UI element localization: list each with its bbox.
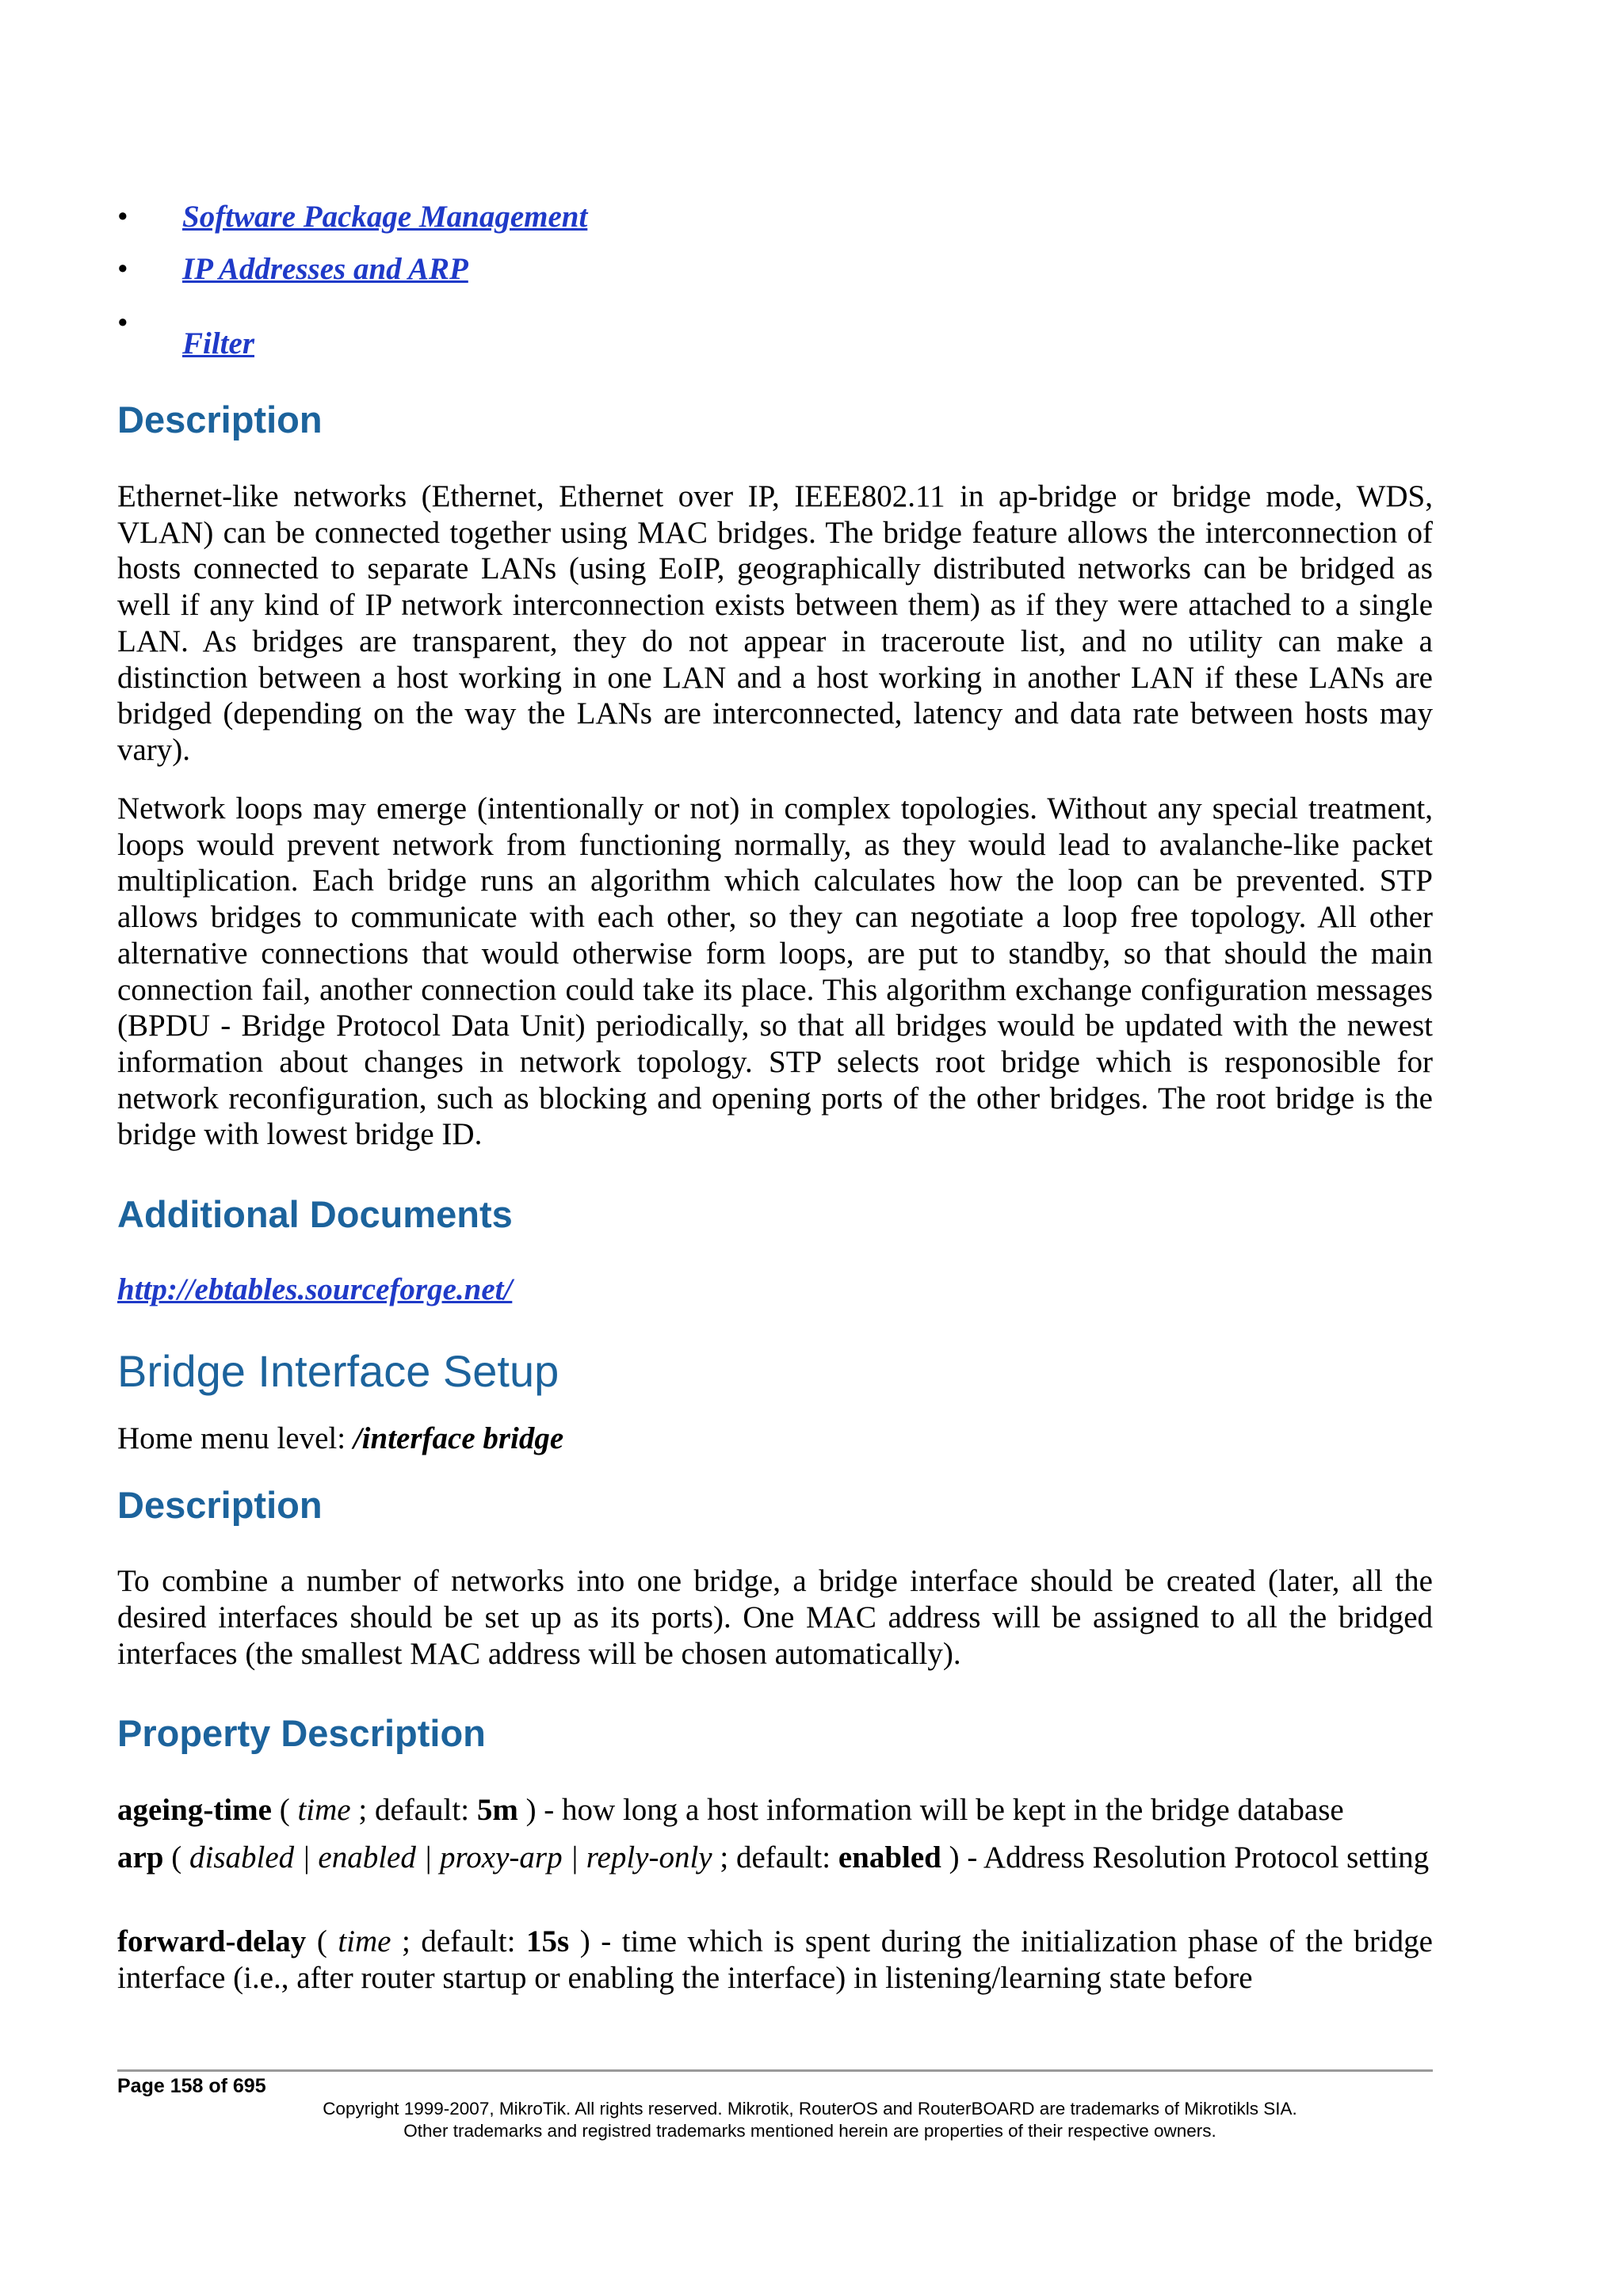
bullet-glyph: • [117, 252, 128, 286]
additional-documents-heading-block [117, 1192, 1433, 1237]
section-heading-additional-documents: Additional Documents [117, 1193, 513, 1235]
section-heading-description: Description [117, 1484, 323, 1526]
menu-level-line [117, 1420, 1433, 1458]
property-paren: ( [306, 1924, 338, 1958]
property-arp [117, 1840, 1433, 1876]
property-forward-delay [117, 1924, 1433, 1997]
property-desc: ) - time which is spent during the initialization phase of the bridge interface (i.e., after router startup or enabling the interface) in listening/learning state before [117, 1924, 1433, 1995]
ebtables-link[interactable]: http://ebtables.sourceforge.net/ [117, 1272, 513, 1306]
property-default-label: ; default: [350, 1793, 477, 1827]
bridge-description-paragraph: To combine a number of networks into one bridge, a bridge interface should be created (later, all the desired interfaces should be set up as its ports). One MAC address will be assigned to all the bridged interfaces (the smallest MAC address will be chosen automatically). [117, 1564, 1433, 1671]
list-item [117, 249, 1433, 301]
property-default: 5m [476, 1793, 518, 1827]
section-heading-description: Description [117, 399, 323, 441]
description-paragraph-2-block [117, 791, 1433, 1153]
footer-copyright-line: Copyright 1999-2007, MikroTik. All rights reserved. Mikrotik, RouterOS and RouterBOARD are trademarks of Mikrotikls SIA. [323, 2099, 1297, 2119]
property-name: ageing-time [117, 1793, 272, 1827]
bridge-setup-title-block [117, 1345, 1433, 1398]
property-type: time [338, 1924, 391, 1958]
bridge-description-block [117, 1563, 1433, 1672]
link-software-package-management[interactable]: Software Package Management [182, 200, 588, 234]
footer-page-number: Page 158 of 695 [117, 2075, 266, 2097]
property-name: arp [117, 1840, 164, 1875]
footer-copyright-line: Other trademarks and registred trademarks mentioned herein are properties of their respective owners. [403, 2121, 1216, 2141]
property-forward-delay-block [117, 1924, 1433, 1997]
property-name: forward-delay [117, 1924, 307, 1958]
property-default: 15s [526, 1924, 570, 1958]
property-default-label: ; default: [391, 1924, 526, 1958]
property-arp-block [117, 1840, 1433, 1876]
page-section-title: Bridge Interface Setup [117, 1346, 559, 1396]
section-heading-property-description: Property Description [117, 1712, 486, 1754]
link-ip-addresses-and-arp[interactable]: IP Addresses and ARP [182, 252, 468, 286]
bullet-glyph: • [117, 200, 128, 234]
list-item [117, 301, 1433, 360]
property-desc: ) - how long a host information will be kept in the bridge database [517, 1793, 1344, 1827]
property-heading-block [117, 1711, 1433, 1756]
description-paragraph: Network loops may emerge (intentionally or not) in complex topologies. Without any special treatment, loops would prevent network from functioning normally, as they would lead to avalanche-like packet multiplication. Each bridge runs an algorithm which calculates how the loop can be prevented. STP allows bridges to communicate with each other, so they can negotiate a loop free topology. All other alternative connections that would otherwise form loops, are put to standby, so that should the main connection fail, another connection could take its place. This algorithm exchange configuration messages (BPDU - Bridge Protocol Data Unit) periodically, so that all bridges would be updated with the newest information about changes in network topology. STP selects root bridge which is responosible for network reconfiguration, such as blocking and opening ports of the other bridges. The root bridge is the bridge with lowest bridge ID. [117, 791, 1433, 1152]
description-paragraph: Ethernet-like networks (Ethernet, Ethernet over IP, IEEE802.11 in ap-bridge or bridge mode, WDS, VLAN) can be connected together using MAC bridges. The bridge feature allows the interconnection of hosts connected to separate LANs (using EoIP, geographically distributed networks can be bridged as well if any kind of IP network interconnection exists between them) as if they were attached to a single LAN. As bridges are transparent, they do not appear in traceroute list, and no utility can make a distinction between a host working in one LAN and a host working in another LAN if these LANs are bridged (depending on the way the LANs are interconnected, latency and data rate between hosts may vary). [117, 479, 1433, 767]
property-type: disabled | enabled | proxy-arp | reply-only [189, 1840, 712, 1875]
property-paren: ( [271, 1793, 298, 1827]
menu-level-label: Home menu level: [117, 1421, 353, 1455]
link-filter[interactable]: Filter [182, 326, 255, 360]
bridge-description-heading-block [117, 1483, 1433, 1527]
menu-level-block [117, 1420, 1433, 1458]
menu-level-path: /interface bridge [353, 1421, 564, 1455]
property-type: time [297, 1793, 351, 1827]
description-paragraph-1-block [117, 479, 1433, 769]
property-ageing-time-block [117, 1792, 1433, 1829]
footer-copyright [117, 2098, 1503, 2142]
property-default-label: ; default: [712, 1840, 838, 1875]
bullet-glyph: • [117, 306, 128, 340]
property-default: enabled [838, 1840, 941, 1875]
property-desc: ) - Address Resolution Protocol setting [941, 1840, 1430, 1875]
property-paren: ( [163, 1840, 189, 1875]
ebtables-link-block [117, 1271, 1433, 1309]
property-ageing-time [117, 1792, 1433, 1829]
footer-divider [117, 2069, 1433, 2072]
related-links-list [117, 196, 1433, 360]
list-item [117, 196, 1433, 249]
description-heading-block [117, 398, 1433, 442]
